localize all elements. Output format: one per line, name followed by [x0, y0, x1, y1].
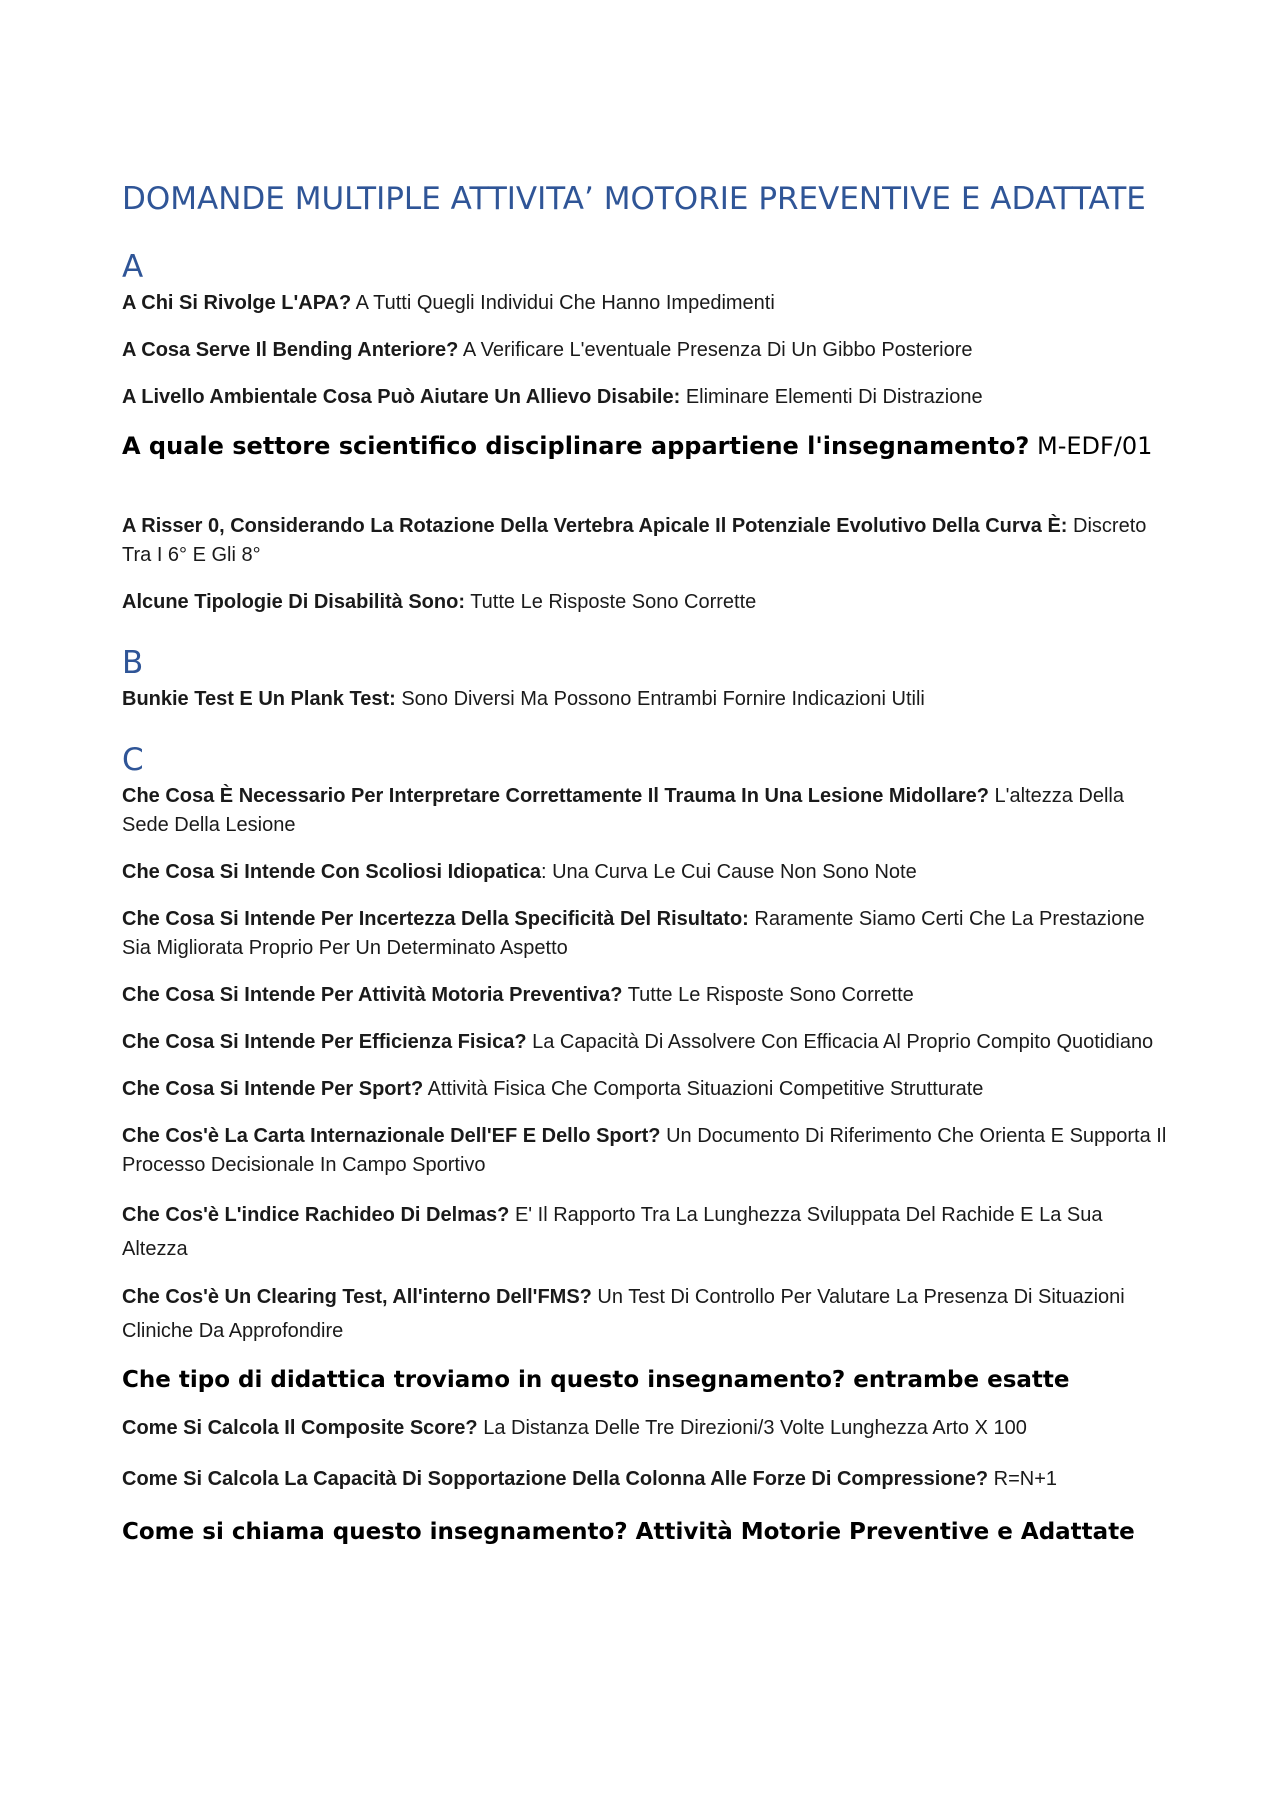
answer: Un Test Di Controllo Per Valutare La Presenza Di Situazioni Cliniche Da Approfondire [122, 1286, 1125, 1342]
question: Che Cosa Si Intende Con Scoliosi Idiopatica [122, 861, 541, 883]
question: Che tipo di didattica troviamo in questo insegnamento? entrambe esatte [122, 1367, 1070, 1393]
qa-item [122, 981, 1172, 1010]
question: Come Si Calcola La Capacità Di Sopportazione Della Colonna Alle Forze Di Compressione? [122, 1468, 989, 1490]
qa-item [122, 430, 1172, 462]
qa-item [122, 1364, 1172, 1396]
question: Che Cosa È Necessario Per Interpretare Correttamente Il Trauma In Una Lesione Midollare? [122, 785, 989, 807]
question: Che Cosa Si Intende Per Attività Motoria Preventiva? [122, 984, 623, 1006]
section-letter-c: C [122, 742, 144, 778]
answer: Eliminare Elementi Di Distrazione [680, 386, 983, 408]
qa-item [122, 1516, 1172, 1548]
answer: L'altezza Della Sede Della Lesione [122, 785, 1124, 836]
answer: A Tutti Quegli Individui Che Hanno Impedimenti [351, 292, 775, 314]
answer: Un Documento Di Riferimento Che Orienta E Supporta Il Processo Decisionale In Campo Sportivo [122, 1125, 1167, 1176]
qa-item [122, 858, 1172, 887]
qa-item [122, 588, 1172, 617]
question: Alcune Tipologie Di Disabilità Sono: [122, 591, 465, 613]
qa-item [122, 1028, 1172, 1057]
answer: Sono Diversi Ma Possono Entrambi Fornire Indicazioni Utili [395, 688, 925, 710]
qa-item [122, 383, 1172, 412]
qa-item [122, 1280, 1172, 1348]
qa-item [122, 1075, 1172, 1104]
section-letter-a: A [122, 249, 144, 285]
question: Come si chiama questo insegnamento? Attività Motorie Preventive e Adattate [122, 1519, 1135, 1545]
answer: Raramente Siamo Certi Che La Prestazione Sia Migliorata Proprio Per Un Determinato Aspetto [122, 908, 1145, 959]
answer: A Verificare L'eventuale Presenza Di Un Gibbo Posteriore [458, 339, 973, 361]
question: Che Cosa Si Intende Per Sport? [122, 1078, 424, 1100]
question: Bunkie Test E Un Plank Test: [122, 688, 396, 710]
qa-item [122, 905, 1172, 963]
question: A Cosa Serve Il Bending Anteriore? [122, 339, 459, 361]
qa-item [122, 1122, 1172, 1180]
answer: R=N+1 [988, 1468, 1058, 1490]
question: Che Cos'è Un Clearing Test, All'interno Dell'FMS? [122, 1286, 592, 1308]
question: Che Cosa Si Intende Per Efficienza Fisica? [122, 1031, 527, 1053]
document-title: DOMANDE MULTIPLE ATTIVITA’ MOTORIE PREVENTIVE E ADATTATE [122, 181, 1146, 217]
answer: Discreto Tra I 6° E Gli 8° [122, 515, 1147, 566]
qa-item [122, 685, 1172, 714]
answer: Tutte Le Risposte Sono Corrette [622, 984, 914, 1006]
answer: La Capacità Di Assolvere Con Efficacia Al Proprio Compito Quotidiano [526, 1031, 1154, 1053]
qa-item [122, 336, 1172, 365]
answer: : Una Curva Le Cui Cause Non Sono Note [540, 861, 917, 883]
question: Come Si Calcola Il Composite Score? [122, 1417, 478, 1439]
qa-item [122, 782, 1172, 840]
question: A Livello Ambientale Cosa Può Aiutare Un Allievo Disabile: [122, 386, 681, 408]
question: A Chi Si Rivolge L'APA? [122, 292, 352, 314]
answer: M-EDF/01 [1029, 432, 1153, 460]
question: Che Cos'è L'indice Rachideo Di Delmas? [122, 1204, 510, 1226]
answer: Attività Fisica Che Comporta Situazioni Competitive Strutturate [423, 1078, 984, 1100]
document-page [122, 178, 1172, 1566]
qa-item [122, 1198, 1172, 1266]
qa-item [122, 289, 1172, 318]
answer: Tutte Le Risposte Sono Corrette [465, 591, 757, 613]
qa-item [122, 512, 1172, 570]
section-letter-b: B [122, 645, 144, 681]
answer: La Distanza Delle Tre Direzioni/3 Volte Lunghezza Arto X 100 [477, 1417, 1027, 1439]
question: A Risser 0, Considerando La Rotazione Della Vertebra Apicale Il Potenziale Evolutivo Della Curva È: [122, 515, 1068, 537]
qa-item [122, 1465, 1172, 1494]
question: Che Cos'è La Carta Internazionale Dell'EF E Dello Sport? [122, 1125, 661, 1147]
question: Che Cosa Si Intende Per Incertezza Della Specificità Del Risultato: [122, 908, 749, 930]
answer: E' Il Rapporto Tra La Lunghezza Sviluppata Del Rachide E La Sua Altezza [122, 1204, 1103, 1260]
question: A quale settore scientifico disciplinare appartiene l'insegnamento? [122, 432, 1030, 460]
qa-item [122, 1414, 1172, 1443]
